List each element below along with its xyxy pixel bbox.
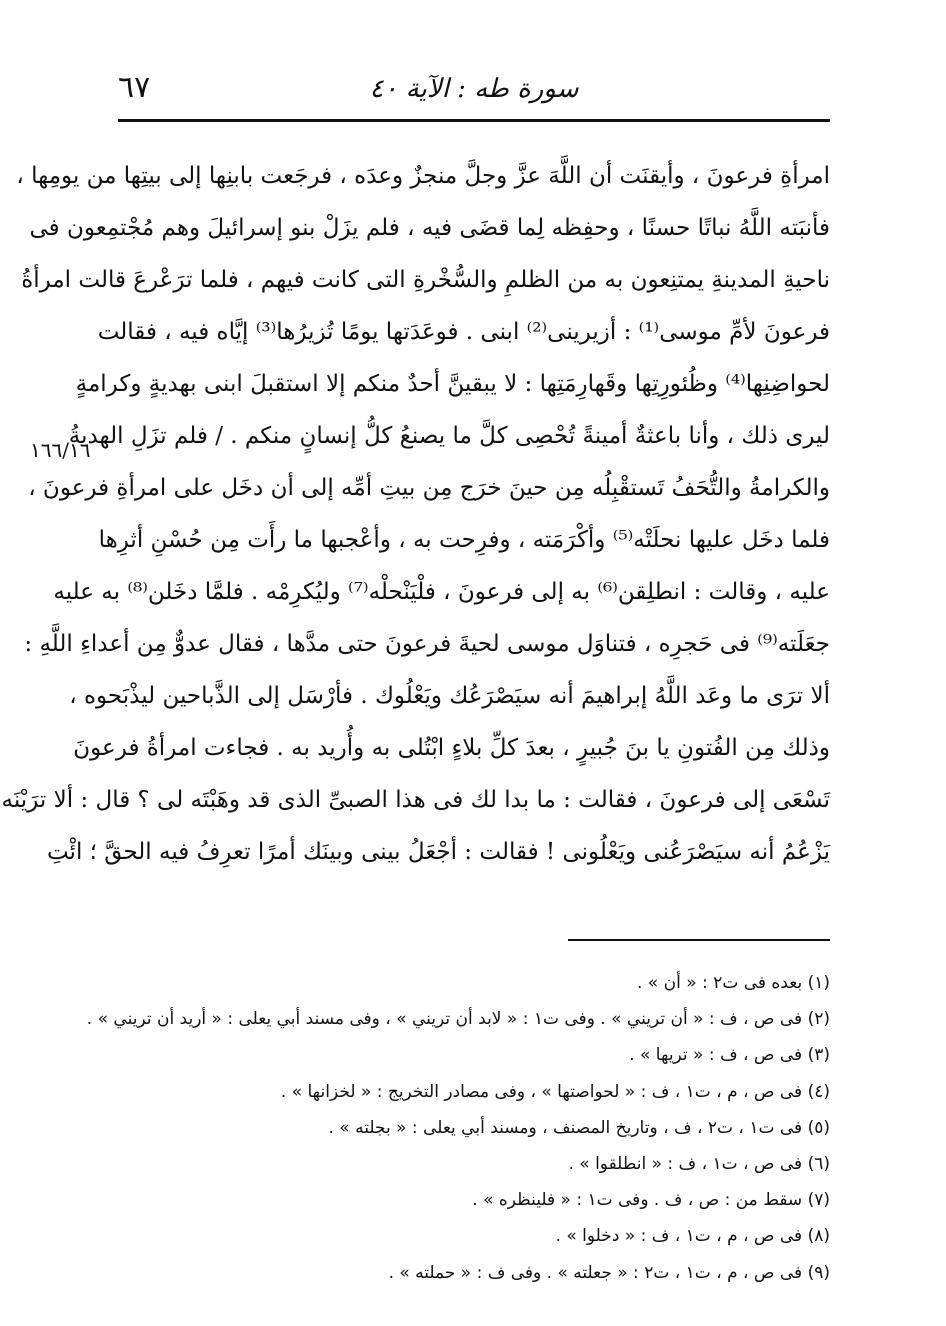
- text-line: يَزْعُمُ أنه سيَصْرَعُنى ويَعْلُونى ! فقالت : أجْعَلُ بينى وبينَك أمرًا تعرِفُ فيه الحقَّ ؛ ائْتِ: [46, 839, 830, 865]
- footnote: (٥) فى ت١ ، ت٢ ، ف ، وتاريخ المصنف ، ومسند أبي يعلى : « بجلته » .: [328, 1117, 830, 1138]
- text-line: فرعونَ لأمِّ موسى⁽¹⁾ : أزيرينى⁽²⁾ ابنى . فوعَدَتها يومًا تُزيرُها⁽³⁾ إيَّاه فيه ، فقالت: [97, 319, 830, 345]
- footnotes: [86, 965, 830, 1291]
- text-line: عليه ، وقالت : انطلِقن⁽⁶⁾ به إلى فرعونَ ، فلْيَنْحلْه⁽⁷⁾ وليُكرِمْه . فلمَّا دخَلن⁽⁸⁾ به عليه: [53, 579, 830, 605]
- footnote: (٦) فى ص ، ت١ ، ف : « انطلقوا » .: [568, 1153, 830, 1174]
- footnote: (٤) فى ص ، م ، ت١ ، ف : « لحواصتها » ، وفى مصادر التخريج : « لخزانها » .: [280, 1081, 830, 1102]
- text-line: لحواضِنِها⁽⁴⁾ وظُئورِتِها وقَهارِمَتِها : لا يبقينَّ أحدٌ منكم إلا استقبلَ ابنى بهديةٍ وكرامةٍ: [75, 371, 830, 397]
- text-line: ألا ترَى ما وعَد اللَّهُ إبراهيمَ أنه سيَصْرَعُك ويَعْلُوك . فأرْسَل إلى الذَّباحين ليذْبَحوه ،: [69, 683, 830, 709]
- text-line: وذلك مِن الفُتونِ يا بنَ جُبيرٍ ، بعدَ كلِّ بلاءٍ ابْتُلى به وأُريد به . فجاءت امرأةُ فرعونَ: [73, 735, 830, 761]
- text-line: تَسْعَى إلى فرعونَ ، فقالت : ما بدا لك فى هذا الصبىِّ الذى قد وهَبْتَه لى ؟ قال : ألا ترَيْنَه: [1, 787, 830, 813]
- footnote: (٨) فى ص ، م ، ت١ ، ف : « دخلوا » .: [555, 1226, 830, 1247]
- footnote: (١) بعده فى ت٢ : « أن » .: [637, 973, 830, 993]
- footnote: (٢) فى ص ، ف : « أن تريني » . وفى ت١ : « لابد أن تريني » ، وفى مسند أبي يعلى : « أريد أن تريني » .: [86, 1009, 830, 1030]
- margin-reference: ١٦٦/١٦: [30, 438, 91, 462]
- footnote: (٣) فى ص ، ف : « تريها » .: [629, 1045, 830, 1066]
- running-title: سورة طه : الآية ٤٠: [369, 74, 579, 104]
- text-line: فلما دخَل عليها نحلَتْه⁽⁵⁾ وأكْرَمَته ، وفرِحت به ، وأعْجبها ما رأَت مِن حُسْنِ أثرِها: [98, 527, 830, 553]
- page-number: ٦٧: [118, 70, 151, 105]
- text-line: والكرامةُ والتُّحَفُ تَستقْبِلُه مِن حينَ خرَج مِن بيتِ أمِّه إلى أن دخَل على امرأةِ فرعونَ ،: [28, 475, 830, 501]
- page-header: [118, 70, 830, 110]
- footnote-rule: [568, 939, 830, 941]
- footnote: (٧) سقط من : ص ، ف . وفى ت١ : « فلينظره » .: [472, 1190, 830, 1211]
- text-line: جعَلَته⁽⁹⁾ فى حَجرِه ، فتناوَل موسى لحيةَ فرعونَ حتى مدَّها ، فقال عدوٌّ مِن أعداءِ اللَّهِ :: [24, 631, 830, 657]
- text-line: امرأةِ فرعونَ ، وأيقنَت أن اللَّهَ عزَّ وجلَّ منجزٌ وعدَه ، فرجَعت بابنِها إلى بيتِها من يومِها ،: [16, 163, 830, 189]
- text-line: ليرى ذلك ، وأنا باعثةٌ أمينةً تُحْصِى كلَّ ما يصنعُ كلُّ إنسانٍ منكم . / فلم تزَلِ الهديةُ: [68, 423, 830, 449]
- text-line: ناحيةِ المدينةِ يمتنِعون به من الظلمِ والسُّخْرةِ التى كانت فيهم ، فلما ترَعْرعَ قالت امرأةُ: [21, 267, 830, 293]
- header-rule: [118, 119, 830, 122]
- text-line: فأنبَته اللَّهُ نباتًا حسنًا ، وحفِظه لِما قضَى فيه ، فلم يزَلْ بنو إسرائيلَ وهم مُجْتمِعون فى: [29, 215, 830, 241]
- footnote: (٩) فى ص ، م ، ت١ ، ت٢ : « جعلته » . وفى ف : « حملته » .: [388, 1262, 830, 1283]
